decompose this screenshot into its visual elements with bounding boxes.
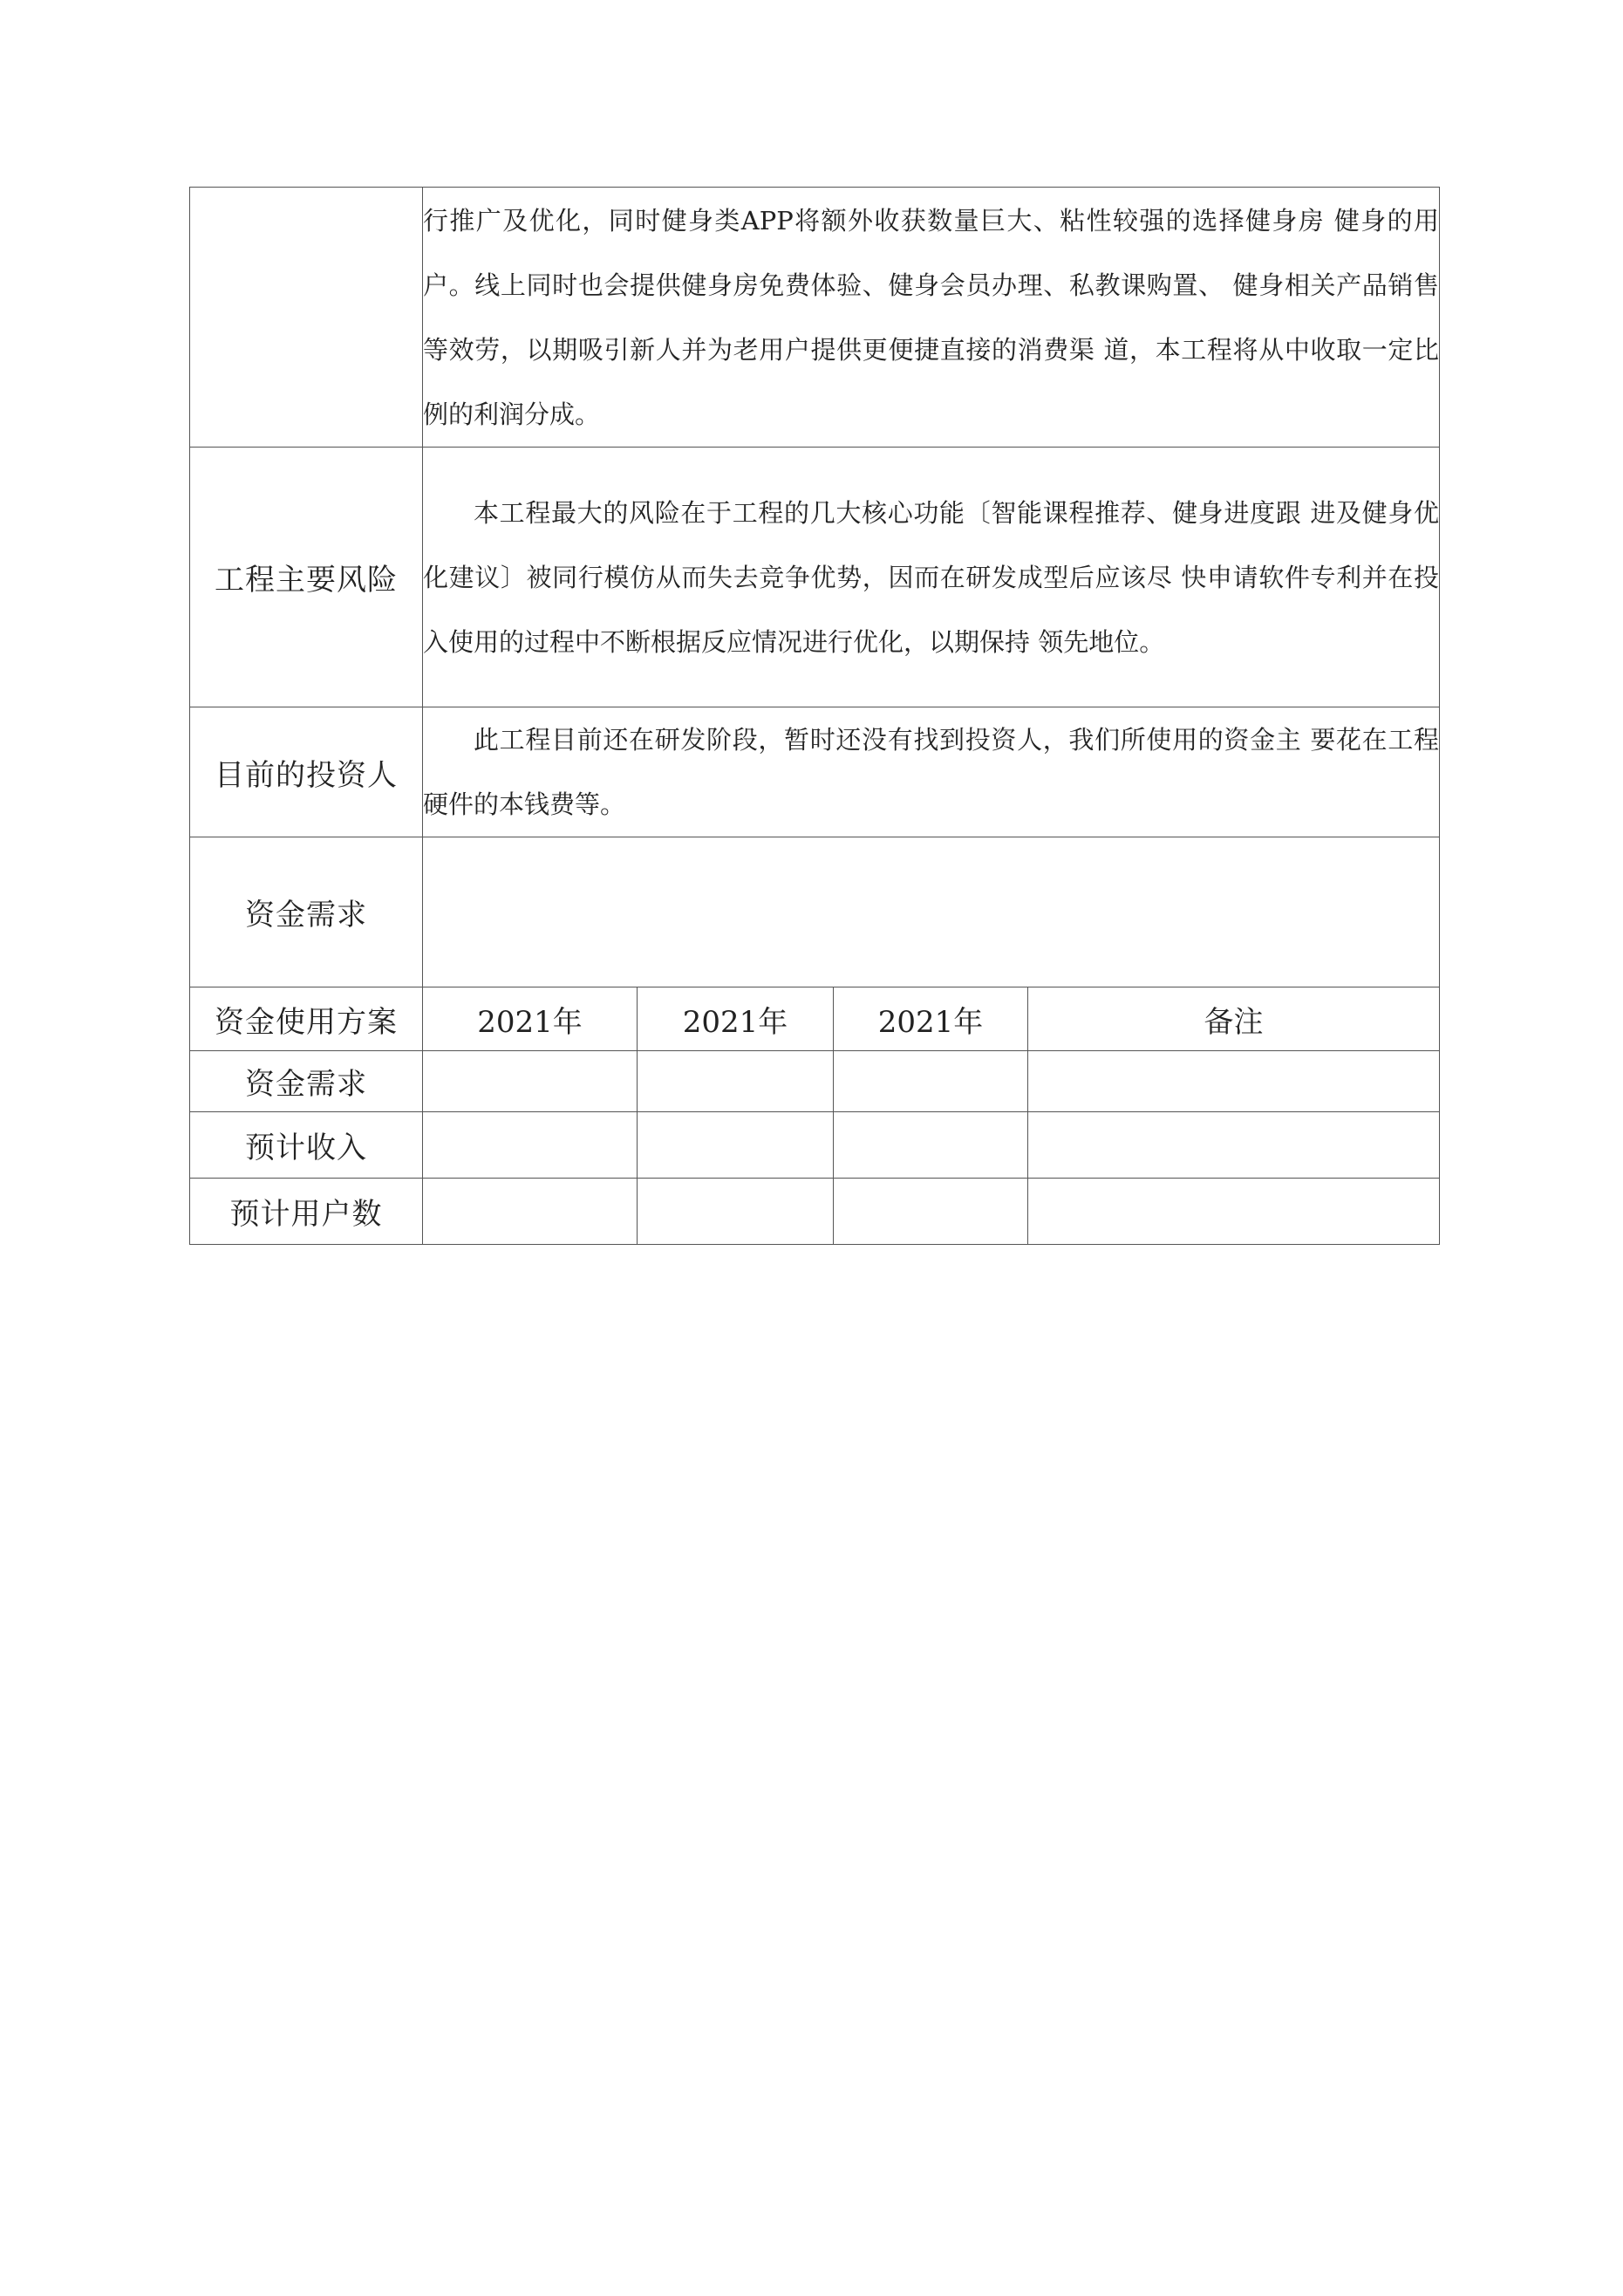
risk-content (423, 448, 1440, 707)
plan-cell (423, 1051, 638, 1112)
plan-header-label: 资金使用方案 (190, 987, 423, 1051)
table-row (190, 1051, 1440, 1112)
plan-cell (638, 1112, 834, 1179)
continuation-content (423, 188, 1440, 448)
plan-row-label: 资金需求 (190, 1051, 423, 1112)
plan-cell (423, 1112, 638, 1179)
plan-cell (1028, 1051, 1440, 1112)
plan-row-label: 预计收入 (190, 1112, 423, 1179)
table-row-funding (190, 837, 1440, 987)
plan-cell (834, 1179, 1028, 1245)
funding-content (423, 837, 1440, 987)
project-info-table (189, 187, 1440, 1245)
investor-text: 此工程目前还在研发阶段，暂时还没有找到投资人，我们所使用的资金主 要花在工程硬件的本钱费等。 (423, 725, 1440, 819)
plan-cell (638, 1051, 834, 1112)
investor-content (423, 707, 1440, 837)
year-header-1: 2021年 (423, 987, 638, 1051)
plan-cell (1028, 1112, 1440, 1179)
row-label-funding: 资金需求 (190, 837, 423, 987)
year-header-3: 2021年 (834, 987, 1028, 1051)
table-row-continuation (190, 188, 1440, 448)
plan-cell (834, 1112, 1028, 1179)
table-row (190, 1112, 1440, 1179)
table-row-risk (190, 448, 1440, 707)
risk-text: 本工程最大的风险在于工程的几大核心功能〔智能课程推荐、健身进度跟 进及健身优化建议〕被同行模仿从而失去竞争优势，因而在研发成型后应该尽 快申请软件专利并在投入使用的过程中不断根据反应情况进行优化，以期保持 领先地位。 (423, 497, 1440, 657)
plan-header-row (190, 987, 1440, 1051)
row-label-risk: 工程主要风险 (190, 448, 423, 707)
row-label-investor: 目前的投资人 (190, 707, 423, 837)
remark-header: 备注 (1028, 987, 1440, 1051)
table-row-investor (190, 707, 1440, 837)
plan-cell (638, 1179, 834, 1245)
plan-cell (1028, 1179, 1440, 1245)
table-row (190, 1179, 1440, 1245)
plan-cell (423, 1179, 638, 1245)
plan-row-label: 预计用户数 (190, 1179, 423, 1245)
continuation-text: 行推广及优化，同时健身类APP将额外收获数量巨大、粘性较强的选择健身房 健身的用户。线上同时也会提供健身房免费体验、健身会员办理、私教课购置、 健身相关产品销售等效劳，以期吸引新人并为老用户提供更便捷直接的消费渠 道，本工程将从中收取一定比例的利润分成。 (423, 205, 1440, 429)
year-header-2: 2021年 (638, 987, 834, 1051)
plan-cell (834, 1051, 1028, 1112)
row-label-continuation (190, 188, 423, 448)
